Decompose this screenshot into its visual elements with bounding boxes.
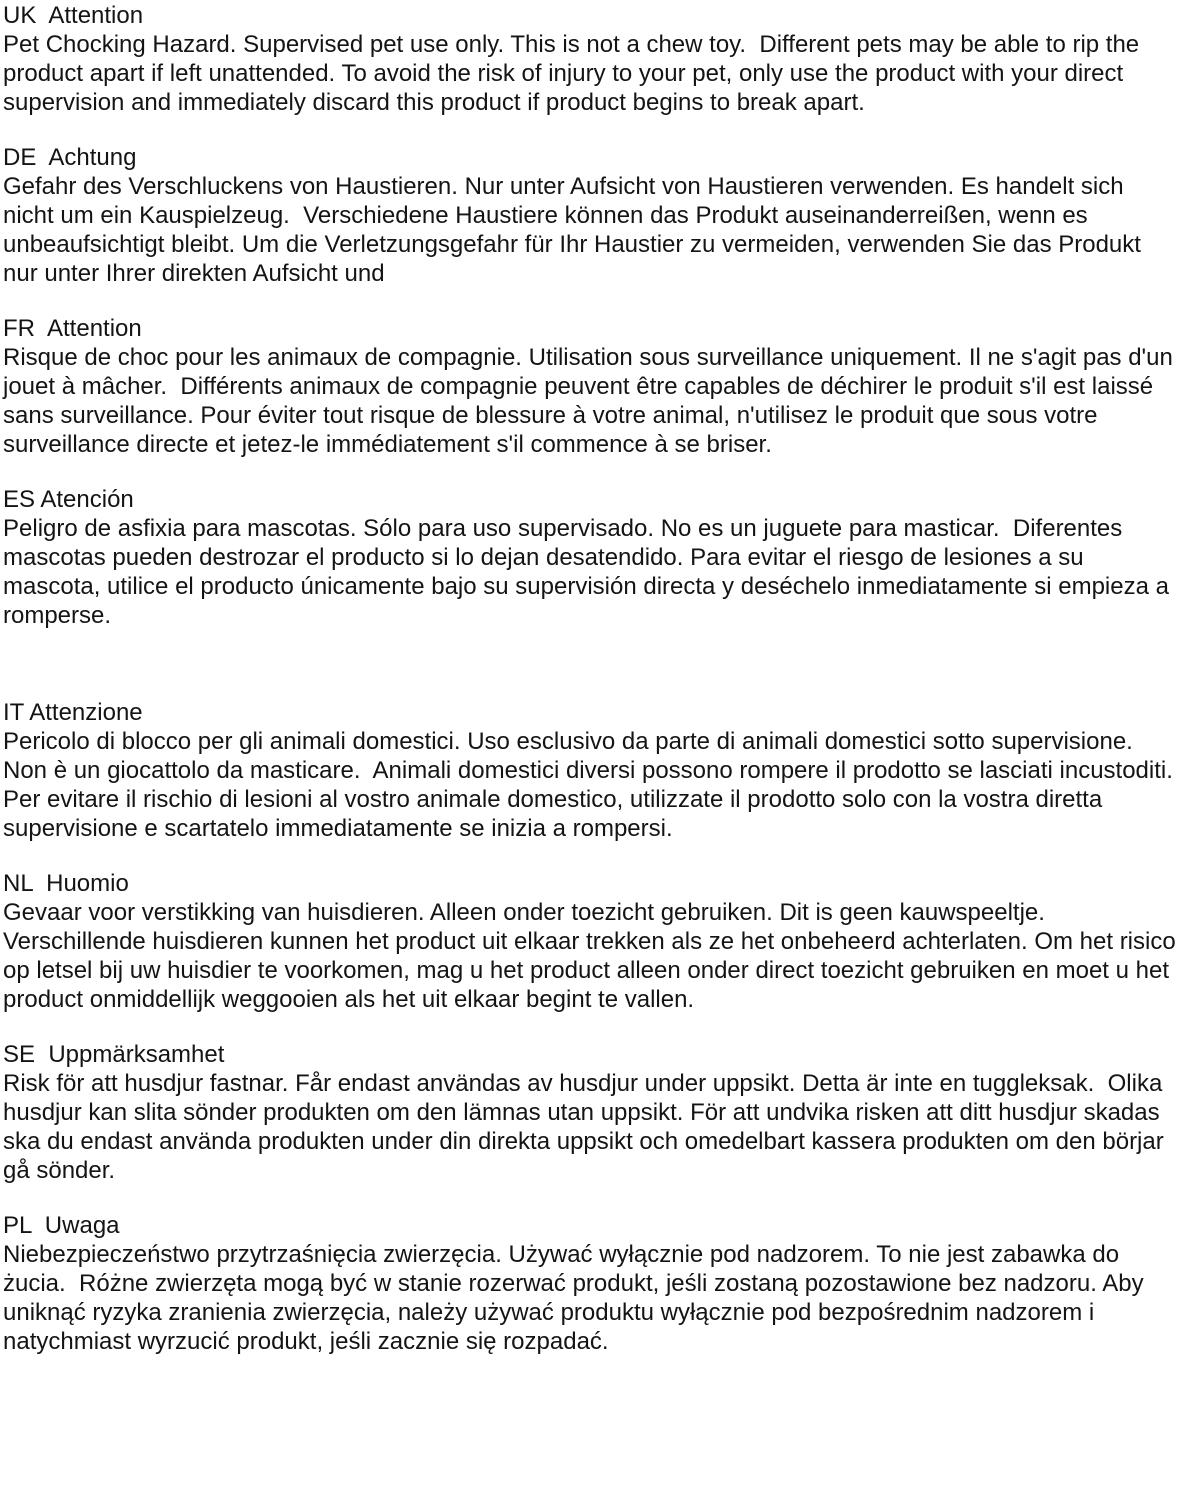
warning-section-uk	[3, 1, 1177, 117]
warning-section-de	[3, 143, 1177, 288]
warning-section-nl-body: Gevaar voor verstikking van huisdieren. Alleen onder toezicht gebruiken. Dit is geen kauwspeeltje. Verschillende huisdieren kunnen het product uit elkaar trekken als ze het onbeheerd achterlaten. Om het risico op letsel bij uw huisdier te voorkomen, mag u het product alleen onder direct toezicht gebruiken en moet u het product onmiddellijk weggooien als het uit elkaar begint te vallen.	[3, 899, 1183, 1013]
warning-section-pl	[3, 1211, 1177, 1356]
warning-section-uk-body: Pet Chocking Hazard. Supervised pet use only. This is not a chew toy. Different pets may be able to rip the product apart if left unattended. To avoid the risk of injury to your pet, only use the product with your direct supervision and immediately discard this product if product begins to break apart.	[3, 31, 1146, 116]
warning-section-es	[3, 485, 1177, 630]
warning-section-it	[3, 698, 1180, 843]
warning-section-it-title: IT Attenzione	[3, 699, 143, 726]
warning-section-fr-body: Risque de choc pour les animaux de compagnie. Utilisation sous surveillance uniquement. Il ne s'agit pas d'un jouet à mâcher. Différents animaux de compagnie peuvent être capables de déchirer le produit s'il est laissé sans surveillance. Pour éviter tout risque de blessure à votre animal, n'utilisez le produit que sous votre surveillance directe et jetez-le immédiatement s'il commence à se briser.	[3, 344, 1180, 458]
warning-section-es-title: ES Atención	[3, 486, 134, 513]
warning-section-fr	[3, 314, 1180, 459]
warning-section-se-body: Risk för att husdjur fastnar. Får endast användas av husdjur under uppsikt. Detta är inte en tuggleksak. Olika husdjur kan slita sönder produkten om den lämnas utan uppsikt. För att undvika risken att ditt husdjur skadas ska du endast använda produkten under din direkta uppsikt och omedelbart kassera produkten om den börjar gå sönder.	[3, 1070, 1171, 1184]
warning-section-se-title: SE Uppmärksamhet	[3, 1041, 225, 1068]
warning-section-se	[3, 1040, 1177, 1185]
warning-section-nl-title: NL Huomio	[3, 870, 129, 897]
warning-section-de-body: Gefahr des Verschluckens von Haustieren. Nur unter Aufsicht von Haustieren verwenden. Es handelt sich nicht um ein Kauspielzeug. Verschiedene Haustiere können das Produkt auseinanderreißen, wenn es unbeaufsichtigt bleibt. Um die Verletzungsgefahr für Ihr Haustier zu vermeiden, verwenden Sie das Produkt nur unter Ihrer direkten Aufsicht und	[3, 173, 1148, 287]
warning-section-uk-title: UK Attention	[3, 2, 144, 29]
warning-section-es-body: Peligro de asfixia para mascotas. Sólo para uso supervisado. No es un juguete para masticar. Diferentes mascotas pueden destrozar el producto si lo dejan desatendido. Para evitar el riesgo de lesiones a su mascota, utilice el producto únicamente bajo su supervisión directa y deséchelo inmediatamente si empieza a romperse.	[3, 515, 1176, 629]
warning-section-de-title: DE Achtung	[3, 144, 137, 171]
warning-section-pl-title: PL Uwaga	[3, 1212, 120, 1239]
warning-section-nl	[3, 869, 1183, 1014]
warning-section-fr-title: FR Attention	[3, 315, 142, 342]
warning-section-it-body: Pericolo di blocco per gli animali domestici. Uso esclusivo da parte di animali domestici sotto supervisione. Non è un giocattolo da masticare. Animali domestici diversi possono rompere il prodotto se lasciati incustoditi. Per evitare il rischio di lesioni al vostro animale domestico, utilizzate il prodotto solo con la vostra diretta supervisione e scartatelo immediatamente se inizia a rompersi.	[3, 728, 1180, 842]
warning-section-pl-body: Niebezpieczeństwo przytrzaśnięcia zwierzęcia. Używać wyłącznie pod nadzorem. To nie jest zabawka do żucia. Różne zwierzęta mogą być w stanie rozerwać produkt, jeśli zostaną pozostawione bez nadzoru. Aby uniknąć ryzyka zranienia zwierzęcia, należy używać produktu wyłącznie pod bezpośrednim nadzorem i natychmiast wyrzucić produkt, jeśli zacznie się rozpadać.	[3, 1241, 1151, 1355]
